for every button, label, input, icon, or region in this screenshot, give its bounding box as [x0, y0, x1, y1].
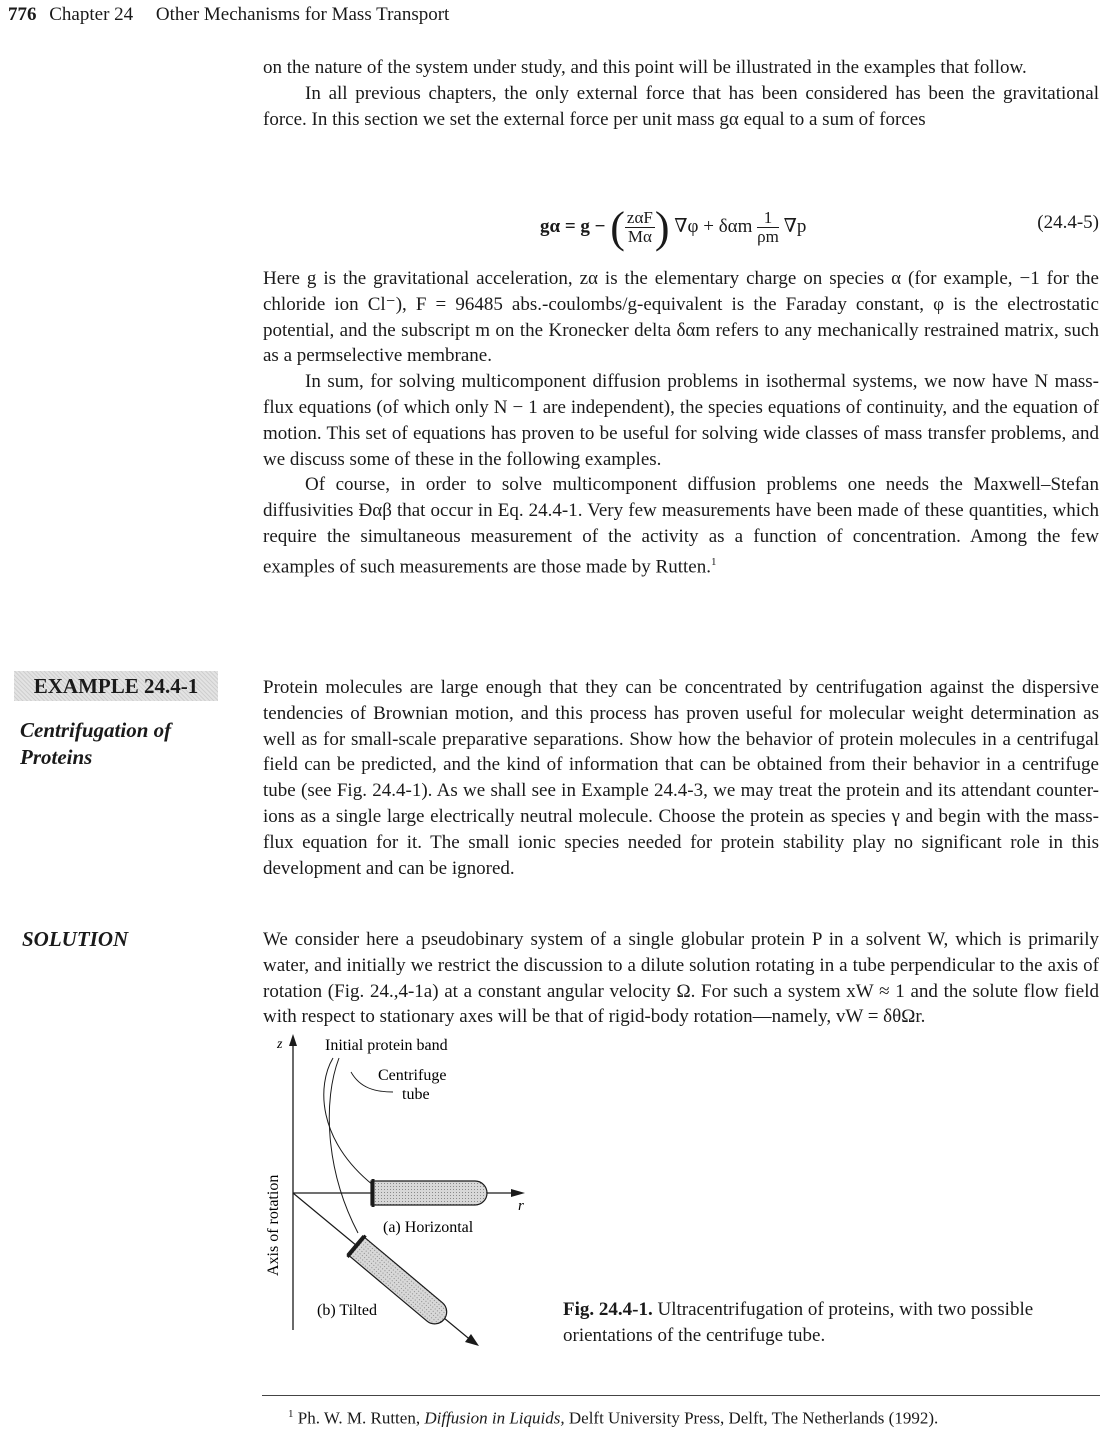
equation-fraction: [625, 209, 655, 246]
equation-24-4-5: [263, 190, 1099, 254]
axis-of-rotation-label: Axis of rotation: [265, 1174, 282, 1276]
band-pointer-to-horizontal: [324, 1058, 373, 1185]
equation-expression: [540, 202, 806, 253]
intro-text: [263, 55, 1099, 132]
footnote: [288, 1408, 938, 1429]
paragraph-2: In all previous chapters, the only external force that has been considered has been the gravitational force. In this section we set the external force per unit mass gα equal to a sum of forces: [263, 82, 1099, 130]
footnote-ref: 1: [710, 555, 717, 568]
paragraph-4: In sum, for solving multicomponent diffusion problems in isothermal systems, we now have N mass-flux equations (of which only N − 1 are independent), the species equations of continuity, and the equation of motion. This set of equations has proven to be useful for solving wide classes of mass transfer problems, and we discuss some of these in the following examples.: [263, 371, 1099, 470]
chapter-title: Other Mechanisms for Mass Transport: [155, 4, 450, 25]
example-title-line-2: Proteins: [20, 745, 93, 769]
caption-text: Ultracentrifugation of proteins, with two possible orientations of the centrifuge tube.: [563, 1299, 1034, 1346]
paragraph-1: on the nature of the system under study, and this point will be illustrated in the examples that follow.: [263, 57, 1027, 78]
band-pointer-to-tilted: [329, 1058, 358, 1233]
fraction-denominator: Mα: [627, 227, 652, 246]
chapter-number: Chapter 24: [49, 4, 134, 25]
centrifuge-label-1: Centrifuge: [378, 1067, 447, 1084]
footnote-rest: Delft University Press, Delft, The Netherlands (1992).: [568, 1408, 939, 1428]
caption-label: Fig. 24.4-1.: [563, 1299, 653, 1320]
equation-tail: ∇p: [783, 215, 807, 237]
solution-paragraph: We consider here a pseudobinary system of a single globular protein P in a solvent W, which is primarily water, and initially we restrict the discussion to a dilute solution rotating in a tube perpendicular to the axis of rotation (Fig. 24.,4-1a) at a constant angular velocity Ω. For such a system xW ≈ 1 and the solute flow field with respect to stationary axes will be that of rigid-body rotation—namely, vW = δθΩr.: [263, 929, 1099, 1028]
solution-text: [263, 927, 1099, 1030]
r-axis-label: r: [518, 1198, 524, 1214]
running-header: [8, 4, 449, 26]
footnote-title: Diffusion in Liquids,: [424, 1408, 565, 1428]
tilted-arm-arrowhead: [465, 1334, 479, 1346]
z-axis-label: z: [277, 1037, 283, 1052]
body-text: [263, 266, 1099, 580]
horizontal-tube: [371, 1181, 487, 1205]
figure-caption: [563, 1297, 1103, 1349]
example-label: EXAMPLE 24.4-1: [14, 671, 218, 701]
footnote-author: Ph. W. M. Rutten,: [297, 1408, 421, 1428]
centrifuge-diagram: [255, 1030, 555, 1360]
example-title: [20, 717, 171, 771]
equation-number: (24.4-5): [1037, 212, 1099, 233]
footnote-marker: 1: [288, 1408, 294, 1420]
equation-fraction-2: [757, 209, 779, 246]
figure-24-4-1: [255, 1030, 555, 1360]
tilted-label: (b) Tilted: [317, 1302, 378, 1319]
example-paragraph: Protein molecules are large enough that they can be concentrated by centrifugation against the dispersive tendencies of Brownian motion, and this process has proven useful for molecular weight determination as well as for small-scale preparative separations. Show how the behavior of protein molecules in a centrifugal field can be predicted, and the kind of information that can be obtained from their behavior in a centrifuge tube (see Fig. 24.4-1). As we shall see in Example 24.4-3, we may treat the protein and its attendant counter-ions as a single large electrically neutral molecule. Choose the protein as species γ and begin with the mass-flux equation for it. The small ionic species needed for protein stability play no significant role in this development and can be ignored.: [263, 677, 1099, 879]
paragraph-5: [263, 472, 1099, 580]
fraction-numerator: zαF: [626, 208, 653, 227]
r-axis-arrowhead: [511, 1189, 525, 1197]
equation-lhs: gα = g −: [540, 215, 606, 237]
example-title-line-1: Centrifugation of: [20, 718, 172, 742]
page-number: 776: [8, 4, 37, 25]
fraction2-numerator: 1: [757, 209, 779, 228]
horizontal-label: (a) Horizontal: [383, 1219, 474, 1236]
paragraph-3: Here g is the gravitational acceleration, zα is the elementary charge on species α (for example, −1 for the chloride ion Cl⁻), F = 96485 abs.-coulombs/g-equivalent is the Faraday constant, φ is the electrostatic potential, and the subscript m on the Kronecker delta δαm refers to any mechanically restrained matrix, such as a permselective membrane.: [263, 268, 1099, 367]
centrifuge-label-2: tube: [402, 1086, 430, 1103]
right-paren: ): [654, 203, 670, 252]
paragraph-5-text: Of course, in order to solve multicomponent diffusion problems one needs the Maxwell–Stefan diffusivities Ɖαβ that occur in Eq. 24.4-1. Very few measurements have been made of these quantities, which require the simultaneous measurement of the activity as a function of concentration. Among the few examples of such measurements are those made by Rutten.: [263, 474, 1099, 578]
initial-band-label: Initial protein band: [325, 1037, 448, 1054]
solution-label: SOLUTION: [22, 927, 129, 951]
equation-middle: ∇φ + δαm: [674, 215, 753, 237]
example-text: [263, 675, 1099, 881]
fraction2-denominator: ρm: [757, 227, 779, 246]
z-axis-arrowhead: [289, 1034, 297, 1046]
left-paren: (: [610, 203, 625, 252]
footnote-rule: [262, 1395, 1100, 1396]
